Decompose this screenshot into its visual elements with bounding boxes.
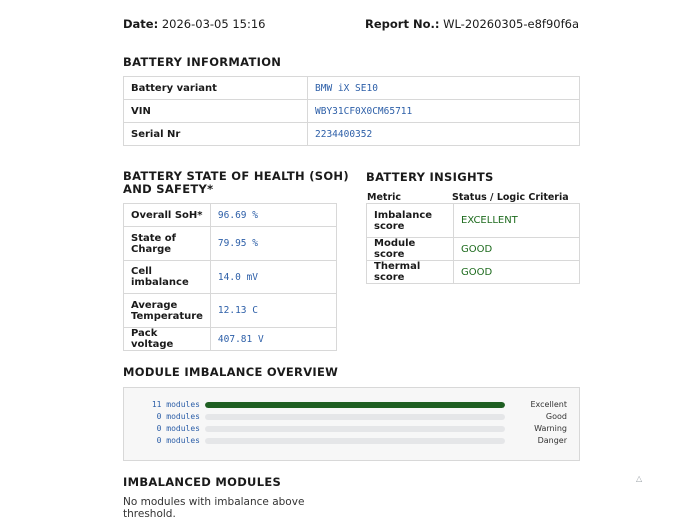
module-row-warning	[124, 423, 579, 435]
vin-label: VIN	[124, 100, 308, 123]
imbalanced-note-line1: No modules with imbalance above	[123, 496, 305, 508]
module-row-good	[124, 411, 579, 423]
module-count: 0 modules	[156, 412, 200, 421]
imbalanced-note-line2: threshold.	[123, 508, 176, 520]
soh-label: Overall SoH*	[124, 204, 211, 227]
table-row	[124, 227, 337, 261]
imbalance-score-label: Imbalance score	[367, 204, 454, 238]
insights-title: BATTERY INSIGHTS	[366, 170, 494, 184]
module-level-label: Excellent	[530, 400, 567, 409]
imbalanced-note	[123, 496, 304, 520]
battery-info-table	[123, 76, 580, 146]
soc-label: State of Charge	[124, 227, 211, 261]
serial-value: 2234400352	[308, 123, 580, 146]
imbalance-score-status: EXCELLENT	[454, 204, 580, 238]
table-row	[124, 204, 337, 227]
insights-col-status: Status / Logic Criteria	[452, 192, 569, 203]
pack-voltage-value: 407.81 V	[210, 328, 336, 351]
module-score-status: GOOD	[454, 238, 580, 261]
avg-temp-value: 12.13 C	[210, 294, 336, 328]
cell-imbalance-label: Cell imbalance	[124, 261, 211, 294]
small-triangle-icon: △	[636, 474, 643, 483]
module-count: 0 modules	[156, 436, 200, 445]
date-label: Date:	[123, 17, 159, 31]
thermal-score-status: GOOD	[454, 261, 580, 284]
module-row-excellent	[124, 399, 579, 411]
cell-imbalance-value: 14.0 mV	[210, 261, 336, 294]
table-row	[367, 261, 580, 284]
soh-title-line2: AND SAFETY*	[123, 182, 214, 196]
table-row	[124, 261, 337, 294]
table-row	[124, 328, 337, 351]
soh-title	[123, 170, 349, 196]
battery-variant-label: Battery variant	[124, 77, 308, 100]
vin-value: WBY31CF0X0CM65711	[308, 100, 580, 123]
thermal-score-label: Thermal score	[367, 261, 454, 284]
module-overview-title: MODULE IMBALANCE OVERVIEW	[123, 365, 339, 379]
module-level-label: Warning	[534, 424, 567, 433]
table-row	[124, 123, 580, 146]
module-level-label: Good	[545, 412, 567, 421]
module-overview-box	[123, 387, 580, 461]
serial-label: Serial Nr	[124, 123, 308, 146]
module-score-label: Module score	[367, 238, 454, 261]
pack-voltage-label: Pack voltage	[124, 328, 211, 351]
date-value: 2026-03-05 15:16	[161, 17, 266, 31]
report-date	[123, 17, 266, 31]
soh-title-line1: BATTERY STATE OF HEALTH (SOH)	[123, 169, 349, 183]
report-number	[365, 17, 579, 31]
module-count: 11 modules	[151, 400, 200, 409]
soh-value: 96.69 %	[210, 204, 336, 227]
report-label: Report No.:	[364, 17, 440, 31]
battery-variant-value: BMW iX SE10	[308, 77, 580, 100]
module-bar-fill	[205, 402, 505, 408]
table-row	[124, 100, 580, 123]
module-bar-track	[205, 402, 505, 408]
module-level-label: Danger	[537, 436, 567, 445]
battery-info-title: BATTERY INFORMATION	[123, 55, 282, 69]
module-bar-track	[205, 438, 505, 444]
avg-temp-label: Average Temperature	[124, 294, 211, 328]
module-count: 0 modules	[156, 424, 200, 433]
insights-table	[366, 203, 580, 284]
table-row	[124, 77, 580, 100]
insights-col-metric: Metric	[367, 192, 402, 203]
report-value: WL-20260305-e8f90f6a	[443, 17, 579, 31]
imbalanced-title: IMBALANCED MODULES	[123, 475, 282, 489]
module-bar-track	[205, 414, 505, 420]
soh-table	[123, 203, 337, 351]
table-row	[124, 294, 337, 328]
table-row	[367, 204, 580, 238]
module-bar-track	[205, 426, 505, 432]
soc-value: 79.95 %	[210, 227, 336, 261]
module-row-danger	[124, 435, 579, 447]
table-row	[367, 238, 580, 261]
